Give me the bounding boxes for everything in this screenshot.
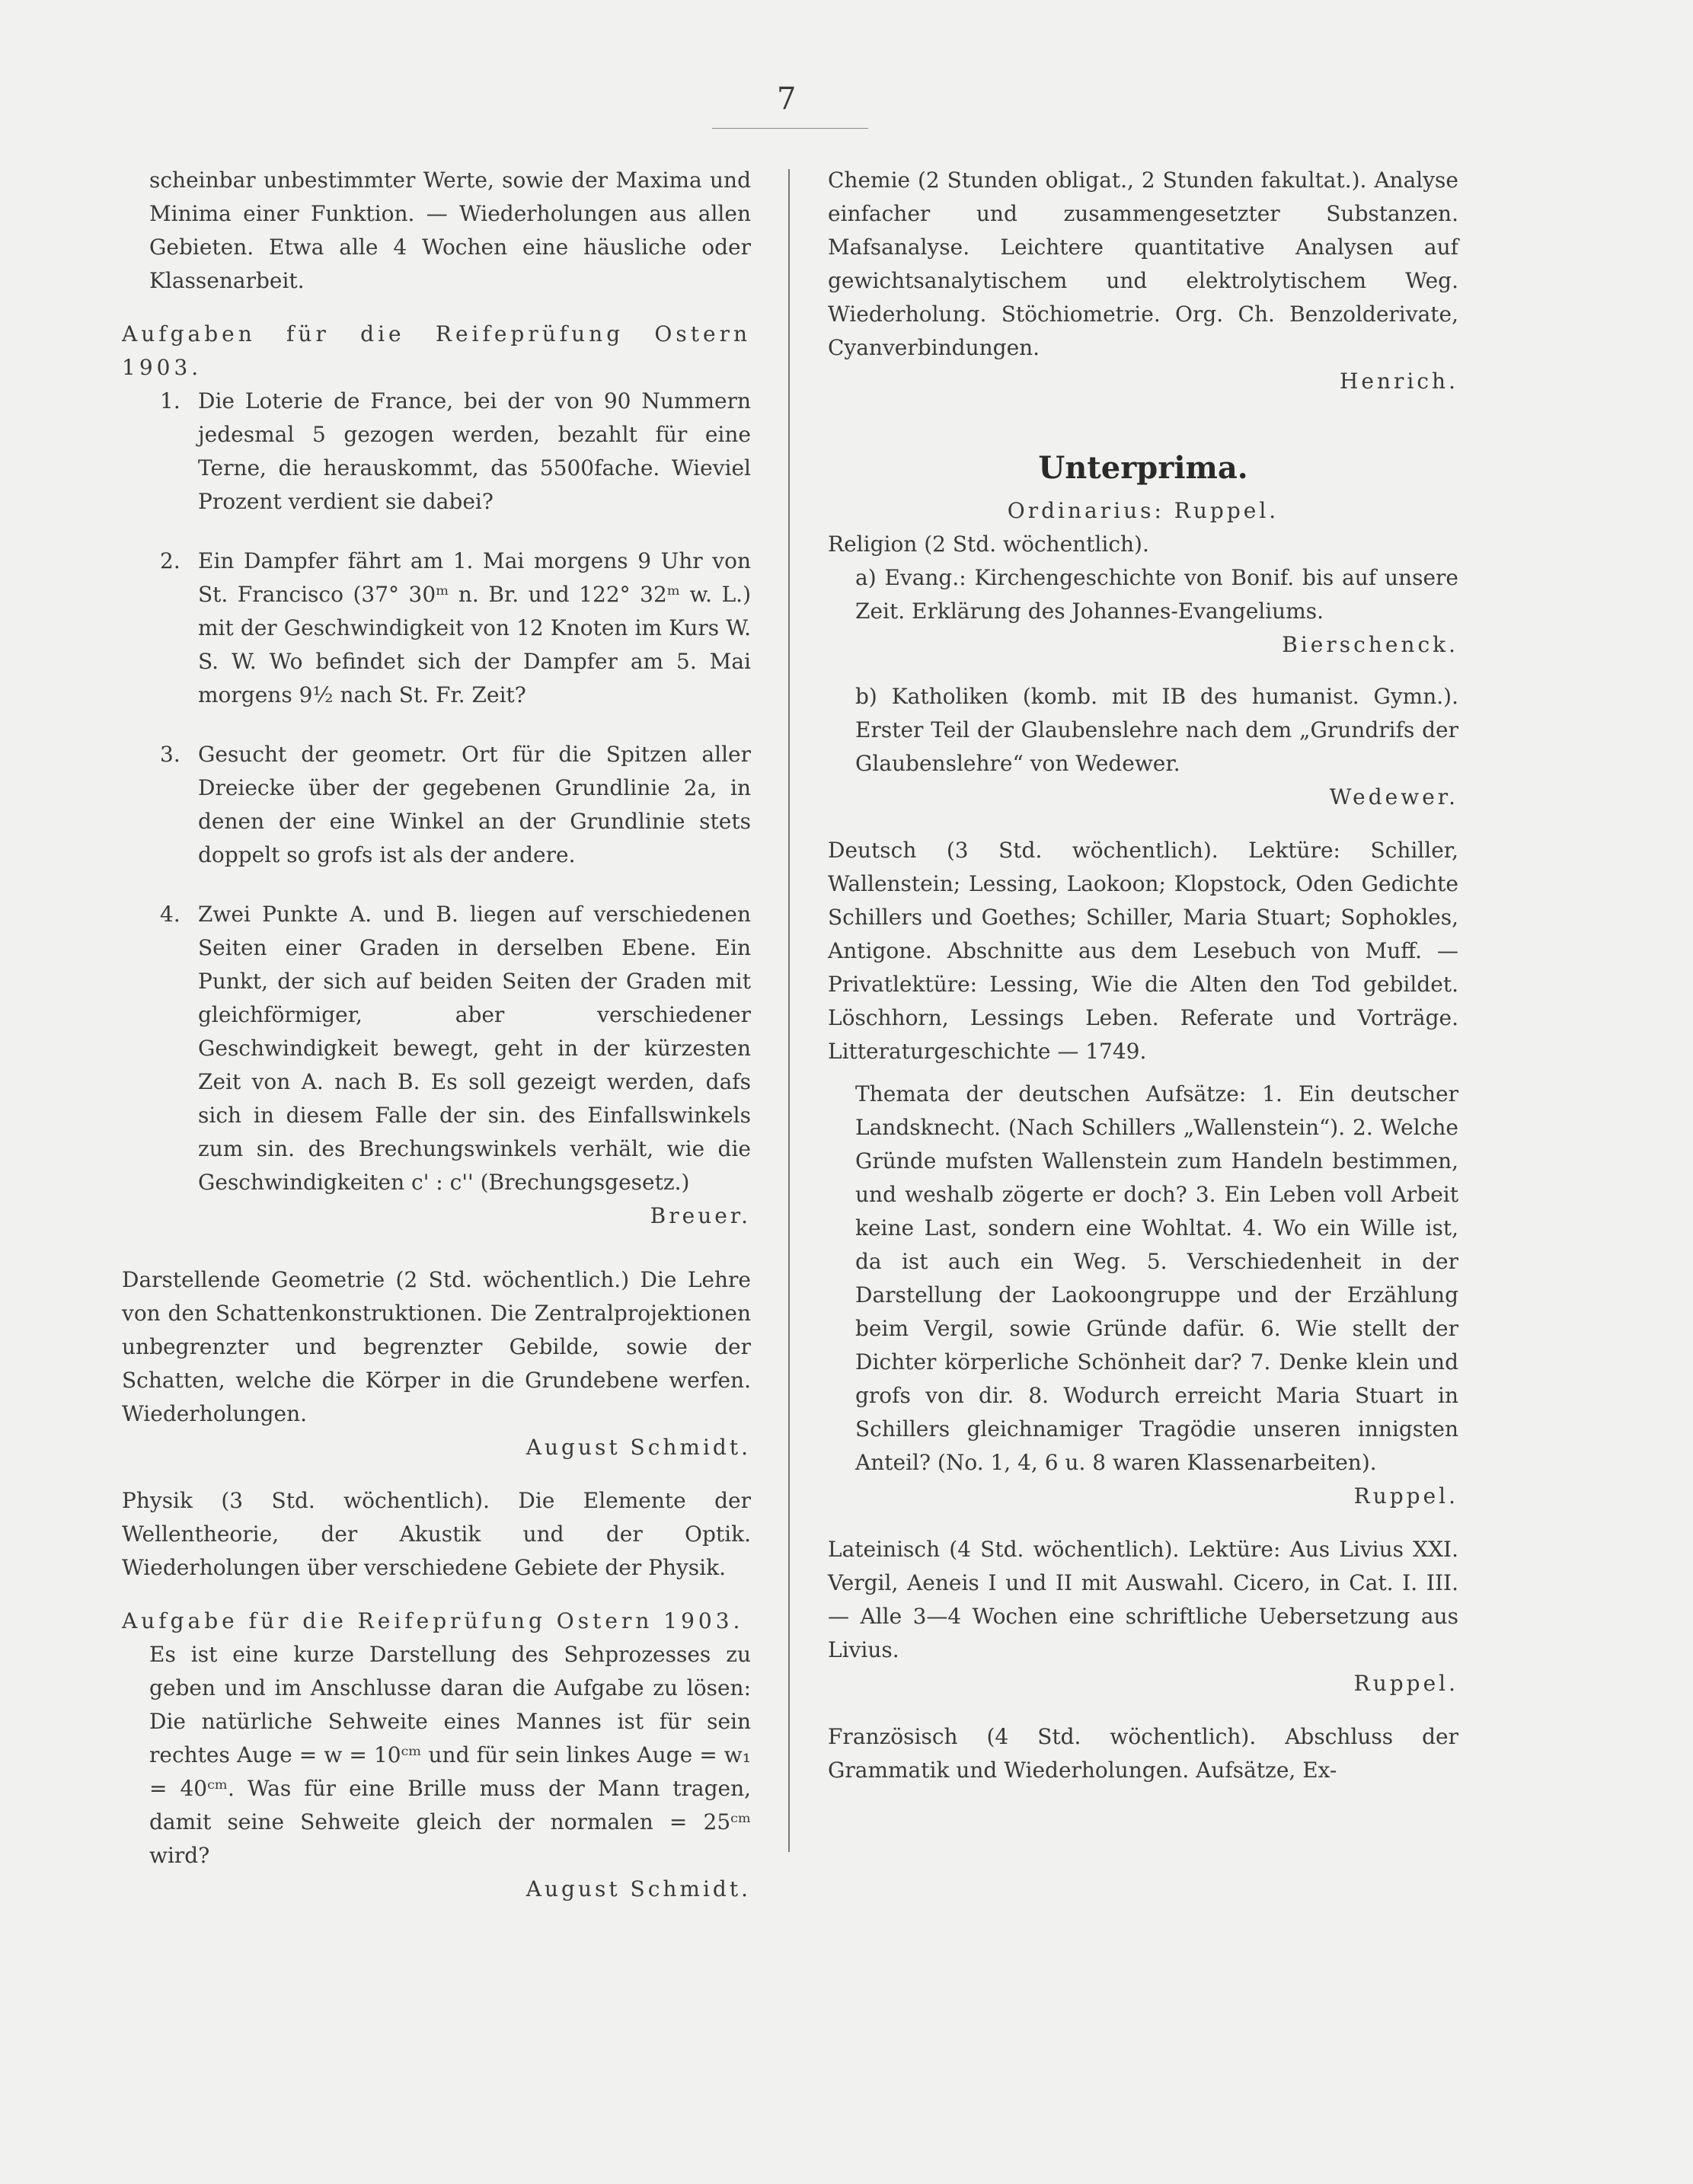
signature-wedewer: Wedewer. xyxy=(1329,784,1458,809)
aufgaben-heading: Aufgaben für die Reifeprüfung Ostern 1903. xyxy=(122,321,751,380)
aufgabe-heading: Aufgabe für die Reifeprüfung Ostern 1903. xyxy=(122,1608,744,1633)
item-number: 1. xyxy=(160,388,180,413)
item-number: 4. xyxy=(160,902,180,927)
signature-breuer: Breuer. xyxy=(650,1203,751,1228)
page-number: 7 xyxy=(777,81,797,117)
signature-ruppel-2: Ruppel. xyxy=(1353,1671,1458,1696)
item-text: Ein Dampfer fährt am 1. Mai morgens 9 Uhr von St. Francisco (37° 30ᵐ n. Br. und 122° 32ᵐ w. L.) mit der Geschwindigkeit von 12 Knoten im Kurs W. S. W. Wo befindet sich der Dampfer am 5. Mai morgens 9½ nach St. Fr. Zeit? xyxy=(198,548,751,707)
signature-schmidt: August Schmidt. xyxy=(525,1435,751,1460)
themata-paragraph: Themata der deutschen Aufsätze: 1. Ein deutscher Landsknecht. (Nach Schillers „Wallenstein“). 2. Welche Gründe mufsten Wallenstein zum Handeln bestimmen, und weshalb zögerte er doch? 3. Ein Leben voll Arbeit keine Last, sondern eine Wohltat. 4. Wo ein Wille ist, da ist auch ein Weg. 5. Verschiedenheit in der Darstellung der Laokoongruppe und der Erzählung beim Vergil, sowie Gründe dafür. 6. Wie stellt der Dichter körperliche Schönheit dar? 7. Denke klein und grofs von dir. 8. Wodurch erreicht Maria Stuart in Schillers gleichnamiger Tragödie unseren innigsten Anteil? (No. 1, 4, 6 u. 8 waren Klassenarbeiten). xyxy=(855,1081,1458,1475)
item-number: 2. xyxy=(160,548,180,573)
column-divider xyxy=(788,169,790,1852)
list-item xyxy=(122,738,751,872)
list-item xyxy=(122,544,751,712)
section-heading: Unterprima. xyxy=(1038,450,1248,486)
item-text: Die Loterie de France, bei der von 90 Nummern jedesmal 5 gezogen werden, bezahlt für eine Terne, die herauskommt, das 5500fache. Wieviel Prozent verdient sie dabei? xyxy=(198,388,751,514)
signature-schmidt-2: August Schmidt. xyxy=(525,1876,751,1901)
left-column xyxy=(122,164,751,1906)
religion-kath: b) Katholiken (komb. mit IB des humanist. Gymn.). Erster Teil der Glaubenslehre nach dem „Grundrifs der Glaubenslehre“ von Wedewer. xyxy=(855,684,1458,776)
chemie-paragraph: Chemie (2 Stunden obligat., 2 Stunden fakultat.). Analyse einfacher und zusammengesetzter Substanzen. Mafsanalyse. Leichtere quantitative Analysen auf gewichtsanalytischem und elektrolytischem Weg. Wiederholung. Stöchiometrie. Org. Ch. Benzolderivate, Cyanverbindungen. xyxy=(828,168,1458,360)
latein-paragraph: Lateinisch (4 Std. wöchentlich). Lektüre: Aus Livius XXI. Vergil, Aeneis I und II mit Auswahl. Cicero, in Cat. I. III. — Alle 3—4 Wochen eine schriftliche Uebersetzung aus Livius. xyxy=(828,1537,1458,1662)
signature-ruppel: Ruppel. xyxy=(1353,1483,1458,1509)
darstellende-paragraph: Darstellende Geometrie (2 Std. wöchentlich.) Die Lehre von den Schattenkonstruktionen. Die Zentralprojektionen unbegrenzter und begrenzter Gebilde, sowie der Schatten, welche die Körper in die Grundebene werfen. Wiederholungen. xyxy=(122,1267,751,1426)
item-text: Zwei Punkte A. und B. liegen auf verschiedenen Seiten einer Graden in derselben Ebene. Ein Punkt, der sich auf beiden Seiten der Graden mit gleichförmiger, aber verschiedener Geschwindigkeit bewegt, geht in der kürzesten Zeit von A. nach B. Es soll gezeigt werden, dafs sich in diesem Falle der sin. des Einfallswinkels zum sin. des Brechungswinkels verhält, wie die Geschwindigkeiten c' : c'' (Brechungsgesetz.) xyxy=(198,902,751,1195)
franz-paragraph: Französisch (4 Std. wöchentlich). Abschluss der Grammatik und Wiederholungen. Aufsätze, Ex- xyxy=(828,1724,1458,1783)
deutsch-paragraph: Deutsch (3 Std. wöchentlich). Lektüre: Schiller, Wallenstein; Lessing, Laokoon; Klopstock, Oden Gedichte Schillers und Goethes; Schiller, Maria Stuart; Sophokles, Antigone. Abschnitte aus dem Lesebuch von Muff. — Privatlektüre: Lessing, Wie die Alten den Tod gebildet. Löschhorn, Lessings Leben. Referate und Vorträge. Litteraturgeschichte — 1749. xyxy=(828,838,1458,1064)
right-column xyxy=(828,164,1458,1787)
physik-paragraph: Physik (3 Std. wöchentlich). Die Elemente der Wellentheorie, der Akustik und der Optik. Wiederholungen über verschiedene Gebiete der Physik. xyxy=(122,1488,751,1580)
signature-henrich: Henrich. xyxy=(1340,369,1458,394)
list-item xyxy=(122,385,751,519)
signature-bierschenck: Bierschenck. xyxy=(1282,632,1458,657)
religion-heading: Religion (2 Std. wöchentlich). xyxy=(828,532,1149,557)
item-text: Gesucht der geometr. Ort für die Spitzen aller Dreiecke über der gegebenen Grundlinie 2a, in denen der eine Winkel an der Grundlinie stets doppelt so grofs ist als der andere. xyxy=(198,742,751,867)
intro-paragraph: scheinbar unbestimmter Werte, sowie der Maxima und Minima einer Funktion. — Wiederholungen aus allen Gebieten. Etwa alle 4 Wochen eine häusliche oder Klassenarbeit. xyxy=(149,168,751,293)
ordinarius-line: Ordinarius: Ruppel. xyxy=(1007,498,1279,523)
header-rule xyxy=(712,128,868,129)
aufgabe-text: Es ist eine kurze Darstellung des Sehprozesses zu geben und im Anschlusse daran die Aufgabe zu lösen: Die natürliche Sehweite eines Mannes ist für sein rechtes Auge = w = 10ᶜᵐ und für sein linkes Auge = w₁ = 40ᶜᵐ. Was für eine Brille muss der Mann tragen, damit seine Sehweite gleich der normalen = 25ᶜᵐ wird? xyxy=(149,1642,751,1868)
list-item xyxy=(122,898,751,1199)
item-number: 3. xyxy=(160,742,180,767)
religion-evang: a) Evang.: Kirchengeschichte von Bonif. bis auf unsere Zeit. Erklärung des Johannes-Evangeliums. xyxy=(855,565,1458,624)
